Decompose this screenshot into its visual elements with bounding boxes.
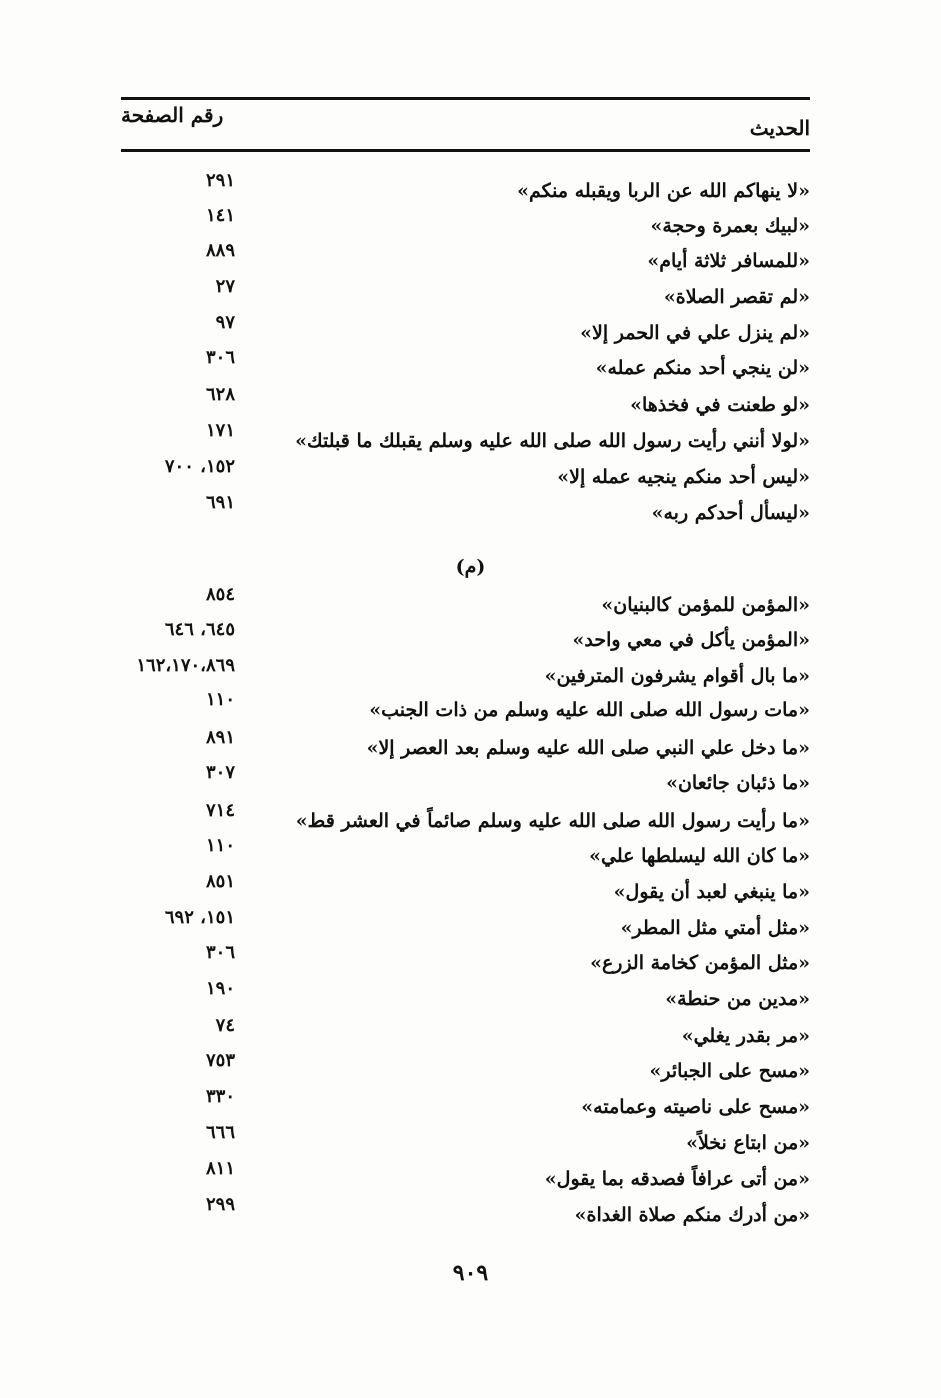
hadith-text: «ليس أحد منكم ينجيه عمله إلا» <box>557 466 810 488</box>
page-ref: ٨٩١ <box>205 727 235 748</box>
index-row <box>0 689 941 725</box>
page-ref: ٨١١ <box>205 1158 235 1179</box>
page-ref: ٣٠٦ <box>205 347 235 368</box>
index-row <box>0 655 941 691</box>
index-row <box>0 1122 941 1158</box>
hadith-text: «مسح على الجبائر» <box>649 1060 810 1082</box>
section-letter-marker: (م) <box>455 556 486 578</box>
hadith-text: «مسح على ناصيته وعمامته» <box>581 1096 810 1118</box>
index-row <box>0 276 941 312</box>
page-ref: ١١٠ <box>205 835 235 856</box>
hadith-text: «ما رأيت رسول الله صلى الله عليه وسلم صائماً في العشر قط» <box>295 810 810 832</box>
index-row <box>0 170 941 206</box>
index-row <box>0 800 941 836</box>
hadith-text: «ما ذئبان جائعان» <box>666 772 810 794</box>
page-ref: ١٩٠ <box>205 978 235 999</box>
page-ref: ٢٩٩ <box>205 1194 235 1215</box>
hadith-text: «لم تقصر الصلاة» <box>663 286 810 308</box>
index-row <box>0 835 941 871</box>
page-ref: ٣٣٠ <box>205 1086 235 1107</box>
page-ref: ٦٦٦ <box>205 1122 235 1143</box>
page-ref: ٧٥٣ <box>205 1050 235 1071</box>
page-ref: ٣٠٦ <box>205 942 235 963</box>
hadith-text: «المؤمن يأكل في معي واحد» <box>572 629 810 651</box>
hadith-text: «مثل أمتي مثل المطر» <box>620 917 810 939</box>
hadith-text: «من أتى عرافاً فصدقه بما يقول» <box>544 1168 810 1190</box>
index-row <box>0 347 941 383</box>
hadith-text: «مثل المؤمن كخامة الزرع» <box>590 952 810 974</box>
page-ref: ٦٩١ <box>205 492 235 513</box>
page-ref: ١٧١ <box>205 420 235 441</box>
index-row <box>0 312 941 348</box>
page-ref: ٩٧ <box>215 312 235 333</box>
page-number-column-header: رقم الصفحة <box>121 103 224 127</box>
hadith-text: «من ابتاع نخلاً» <box>686 1132 810 1154</box>
page-ref: ١١٠ <box>205 689 235 710</box>
index-row <box>0 420 941 456</box>
index-row <box>0 727 941 763</box>
index-row <box>0 871 941 907</box>
page-ref: ٦٤٥، ٦٤٦ <box>164 619 235 640</box>
hadith-text: «للمسافر ثلاثة أيام» <box>647 250 810 272</box>
hadith-text: «لبيك بعمرة وحجة» <box>650 215 810 237</box>
hadith-text: «ما ينبغي لعبد أن يقول» <box>613 881 810 903</box>
index-row <box>0 942 941 978</box>
page-ref: ٣٠٧ <box>205 762 235 783</box>
index-row <box>0 907 941 943</box>
hadith-text: «المؤمن للمؤمن كالبنيان» <box>601 594 810 616</box>
index-row <box>0 762 941 798</box>
hadith-text: «مر بقدر يغلي» <box>681 1025 810 1047</box>
index-row <box>0 1158 941 1194</box>
page-ref: ٢٩١ <box>205 170 235 191</box>
index-row <box>0 205 941 241</box>
index-row <box>0 240 941 276</box>
page-ref: ٨٥٤ <box>205 584 235 605</box>
hadith-text: «لن ينجي أحد منكم عمله» <box>595 357 810 379</box>
hadith-column-header: الحديث <box>749 116 810 140</box>
hadith-text: «ما كان الله ليسلطها علي» <box>589 845 810 867</box>
hadith-text: «مدين من حنطة» <box>665 988 810 1010</box>
top-rule <box>121 97 810 100</box>
page-ref: ٢٧ <box>215 276 235 297</box>
index-row <box>0 584 941 620</box>
page-ref: ٦٢٨ <box>205 384 235 405</box>
page-ref: ١٥٢، ٧٠٠ <box>164 456 235 477</box>
index-row <box>0 1015 941 1051</box>
hadith-text: «لولا أنني رأيت رسول الله صلى الله عليه وسلم يقبلك ما قبلتك» <box>295 430 810 452</box>
index-row <box>0 492 941 528</box>
page-ref: ٧١٤ <box>205 800 235 821</box>
hadith-text: «ما بال أقوام يشرفون المترفين» <box>544 665 810 687</box>
page-ref: ١٦٢،١٧٠،٨٦٩ <box>136 655 235 676</box>
index-row <box>0 456 941 492</box>
page-ref: ١٤١ <box>205 205 235 226</box>
hadith-text: «مات رسول الله صلى الله عليه وسلم من ذات الجنب» <box>369 699 810 721</box>
index-row <box>0 1050 941 1086</box>
hadith-text: «ليسأل أحدكم ربه» <box>651 502 810 524</box>
index-row <box>0 619 941 655</box>
page-ref: ٧٤ <box>215 1015 235 1036</box>
hadith-text: «لو طعنت في فخذها» <box>630 394 810 416</box>
hadith-text: «ما دخل علي النبي صلى الله عليه وسلم بعد العصر إلا» <box>366 737 810 759</box>
hadith-text: «لم ينزل علي في الحمر إلا» <box>580 322 810 344</box>
hadith-text: «من أدرك منكم صلاة الغداة» <box>574 1204 810 1226</box>
page-ref: ١٥١، ٦٩٢ <box>164 907 235 928</box>
index-row <box>0 1086 941 1122</box>
header-rule <box>121 149 810 152</box>
page-number: ٩٠٩ <box>452 1260 489 1286</box>
index-row <box>0 1194 941 1230</box>
index-row <box>0 384 941 420</box>
hadith-text: «لا ينهاكم الله عن الربا ويقبله منكم» <box>517 180 810 202</box>
page-ref: ٨٥١ <box>205 871 235 892</box>
page-ref: ٨٨٩ <box>205 240 235 261</box>
index-row <box>0 978 941 1014</box>
